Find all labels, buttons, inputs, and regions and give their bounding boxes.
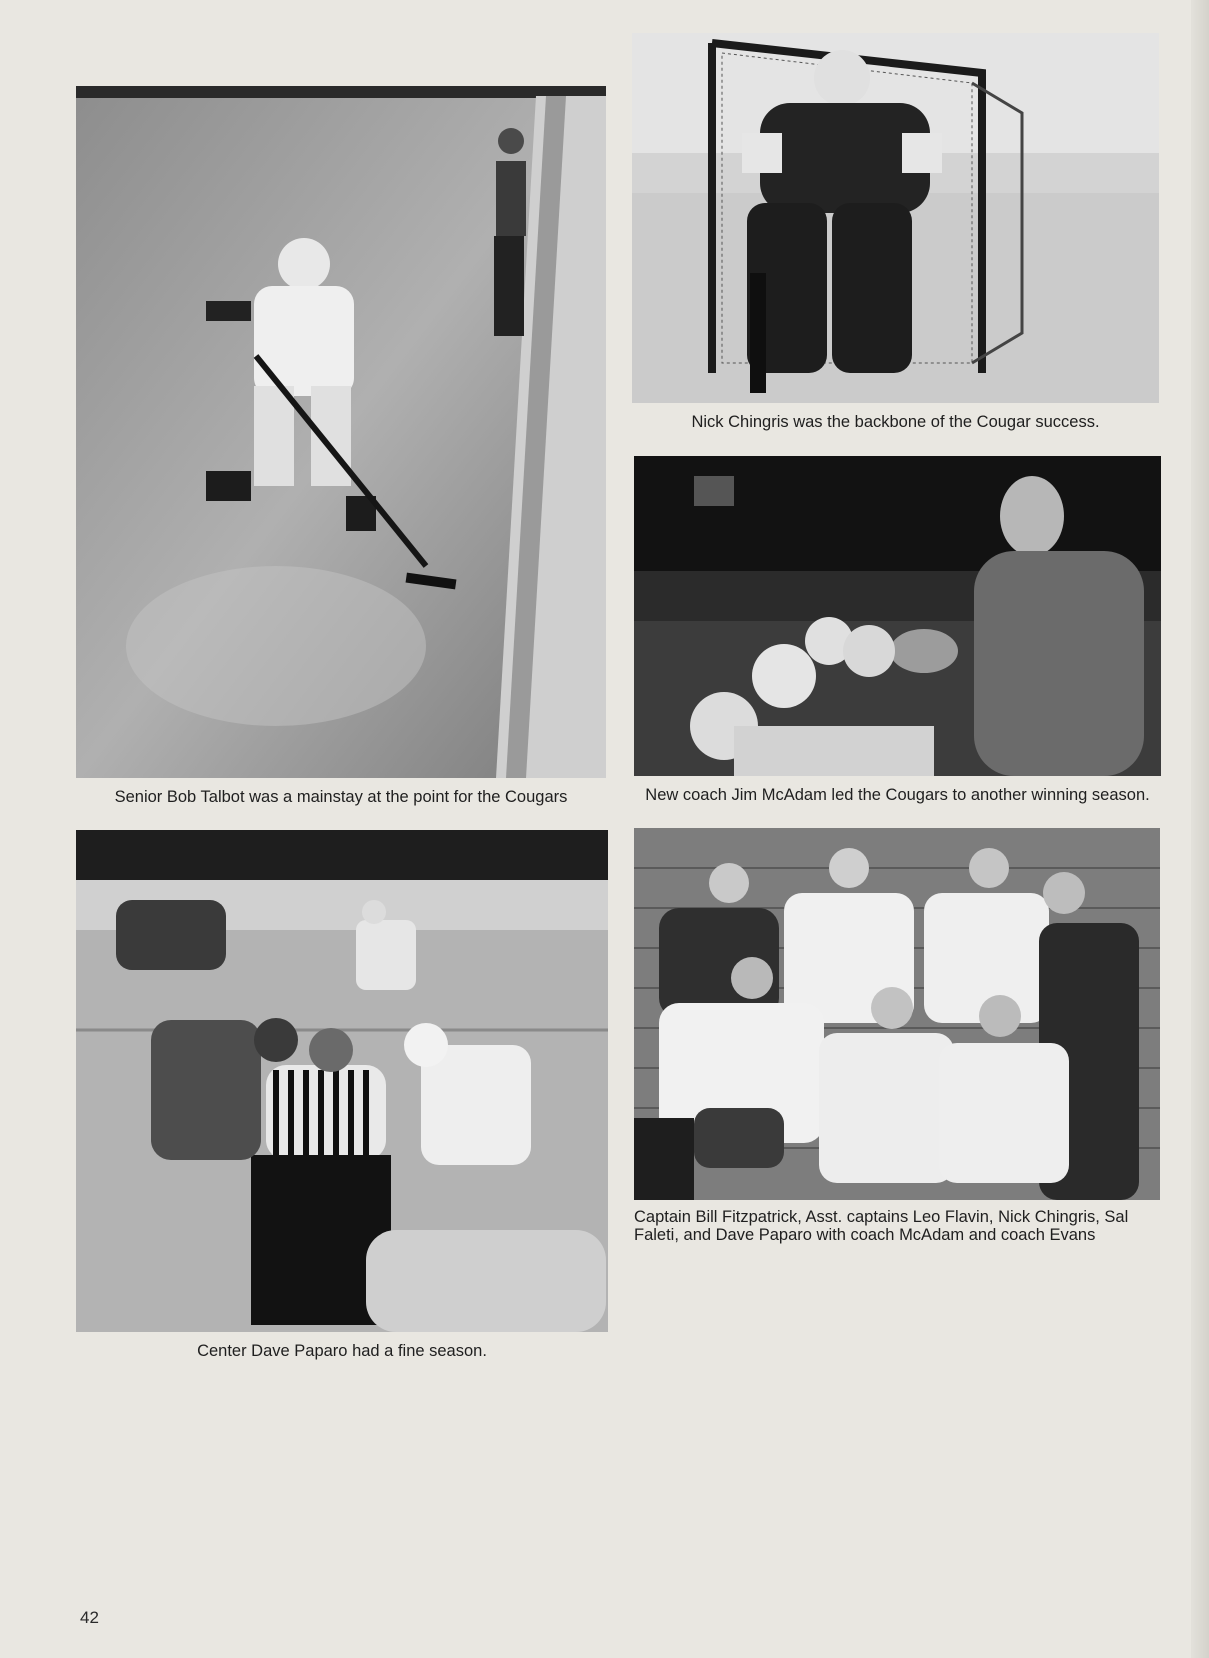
photo-talbot (76, 86, 606, 778)
page-edge (1191, 0, 1209, 1658)
photo-paparo (76, 830, 608, 1332)
caption-mcadam: New coach Jim McAdam led the Cougars to another winning season. (645, 786, 1150, 804)
caption-paparo: Center Dave Paparo had a fine season. (197, 1342, 487, 1360)
caption-talbot: Senior Bob Talbot was a mainstay at the point for the Cougars (114, 788, 568, 806)
photo-captains (634, 828, 1160, 1200)
caption-chingris: Nick Chingris was the backbone of the Cougar success. (691, 413, 1100, 431)
photo-chingris (632, 33, 1159, 403)
page-number: 42 (80, 1608, 99, 1627)
caption-captains: Captain Bill Fitzpatrick, Asst. captains Leo Flavin, Nick Chingris, Sal Faleti, and Dave Paparo with coach McAdam and coach Evans (634, 1208, 1129, 1244)
photo-mcadam (634, 456, 1161, 776)
